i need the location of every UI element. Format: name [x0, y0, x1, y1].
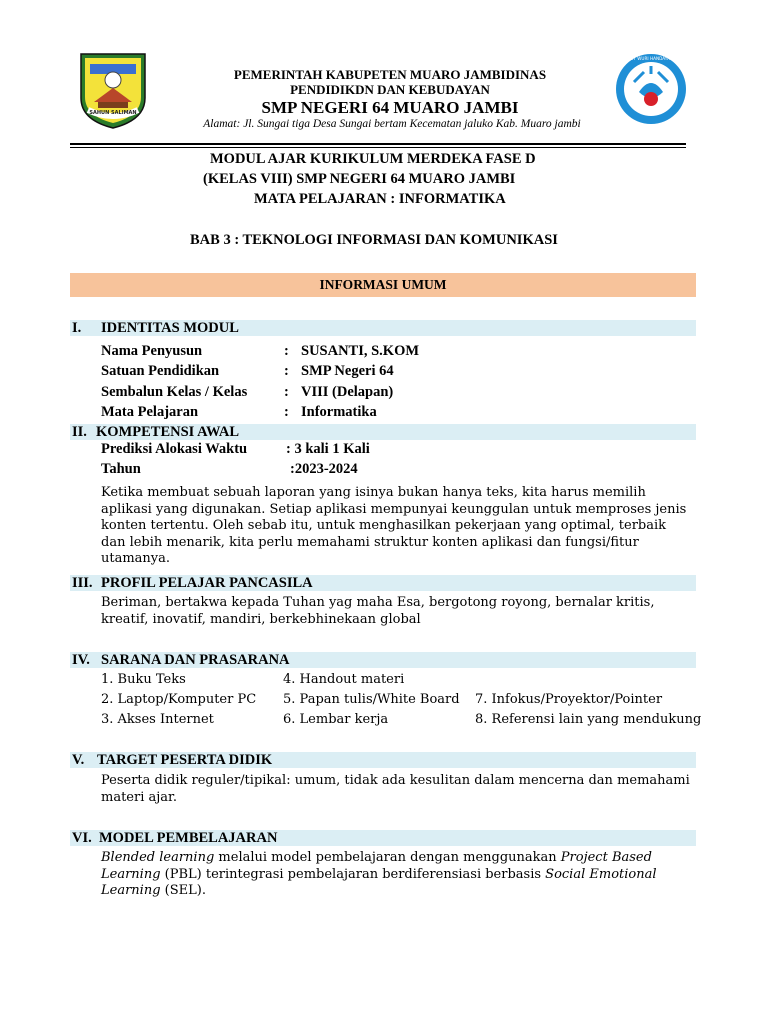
identitas-colon: :	[284, 384, 289, 400]
section-6-title: MODEL PEMBELAJARAN	[99, 830, 278, 846]
sarana-item: 2. Laptop/Komputer PC	[101, 692, 257, 707]
school-address: Alamat: Jl. Sungai tiga Desa Sungai bertam Kecematan jaluko Kab. Muaro jambi	[203, 118, 581, 130]
section-6-number: VI.	[72, 830, 92, 846]
model-term-blended: Blended learning	[101, 850, 215, 865]
sarana-item: 5. Papan tulis/White Board	[283, 692, 460, 707]
logo-motto: SAHUN SALIMAN	[89, 110, 137, 116]
model-paragraph	[101, 850, 693, 900]
section-3-number: III.	[72, 575, 93, 591]
model-text: (SEL).	[160, 883, 206, 898]
identitas-colon: :	[284, 404, 289, 420]
section-5-title: TARGET PESERTA DIDIK	[97, 752, 273, 768]
info-umum-title: INFORMASI UMUM	[319, 277, 447, 292]
sarana-item: 7. Infokus/Proyektor/Pointer	[475, 692, 663, 707]
identitas-label: Mata Pelajaran	[101, 404, 199, 420]
section-3-title: PROFIL PELAJAR PANCASILA	[101, 575, 313, 591]
identitas-label: Satuan Pendidikan	[101, 363, 220, 379]
info-umum-bar	[70, 273, 696, 297]
section-4-number: IV.	[72, 652, 90, 668]
model-term-sel: Social Emotional Learning	[101, 866, 657, 898]
alokasi-label: Prediksi Alokasi Waktu	[101, 441, 248, 457]
sarana-item: 6. Lembar kerja	[283, 712, 389, 727]
model-text: melalui model pembelajaran dengan menggunakan	[214, 850, 561, 865]
profil-paragraph: Beriman, bertakwa kepada Tuhan yag maha Esa, bergotong royong, bernalar kritis, kreatif, inovatif, mandiri, berkebhinekaan global	[101, 595, 655, 627]
sarana-item: 4. Handout materi	[283, 672, 405, 687]
section-1-title: IDENTITAS MODUL	[101, 320, 239, 336]
regency-logo	[78, 50, 148, 130]
identitas-value: VIII (Delapan)	[301, 384, 394, 400]
dept-name: PENDIDIKDN DAN KEBUDAYAN	[290, 82, 490, 97]
doc-title-line3: MATA PELAJARAN : INFORMATIKA	[254, 191, 506, 207]
model-text: (PBL) terintegrasi pembelajaran berdiferensiasi berbasis	[160, 866, 546, 882]
identitas-colon: :	[284, 343, 289, 359]
chapter-title: BAB 3 : TEKNOLOGI INFORMASI DAN KOMUNIKASI	[190, 232, 558, 248]
letterhead-divider	[70, 143, 686, 148]
model-term-pbl: Project Based Learning	[101, 850, 652, 882]
identitas-value: SUSANTI, S.KOM	[301, 343, 420, 359]
sarana-item: 1. Buku Teks	[101, 672, 186, 687]
gov-name: PEMERINTAH KABUPETEN MUARO JAMBIDINAS	[233, 67, 547, 82]
tut-wuri-handayani-logo	[614, 52, 688, 126]
target-paragraph: Peserta didik reguler/tipikal: umum, tidak ada kesulitan dalam mencerna dan memahami materi ajar.	[101, 773, 690, 805]
identitas-value: Informatika	[301, 404, 377, 420]
doc-title-line2: (KELAS VIII) SMP NEGERI 64 MUARO JAMBI	[203, 171, 516, 187]
identitas-label: Sembalun Kelas / Kelas	[101, 384, 248, 400]
sarana-item: 8. Referensi lain yang mendukung	[475, 712, 702, 727]
tahun-label: Tahun	[101, 461, 141, 477]
identitas-colon: :	[284, 363, 289, 379]
section-2-title: KOMPETENSI AWAL	[96, 424, 240, 440]
school-name: SMP NEGERI 64 MUARO JAMBI	[261, 98, 519, 117]
identitas-label: Nama Penyusun	[101, 343, 203, 359]
sarana-item: 3. Akses Internet	[101, 712, 214, 727]
section-5-number: V.	[72, 752, 85, 768]
section-2-number: II.	[72, 424, 87, 440]
doc-title-line1: MODUL AJAR KURIKULUM MERDEKA FASE D	[210, 151, 536, 167]
identitas-value: SMP Negeri 64	[301, 363, 394, 379]
logo-motto-right: TUT WURI HANDAYANI	[627, 56, 675, 61]
section-1-number: I.	[72, 320, 82, 336]
section-4-title: SARANA DAN PRASARANA	[101, 652, 290, 668]
alokasi-value: : 3 kali 1 Kali	[286, 441, 370, 457]
tahun-value: :2023-2024	[290, 461, 358, 477]
kompetensi-paragraph: Ketika membuat sebuah laporan yang isinya bukan hanya teks, kita harus memilih aplikasi yang digunakan. Setiap aplikasi mempunyai keunggulan untuk memproses jenis konten tertentu. Oleh sebab itu, untuk menghasilkan pekerjaan yang optimal, terbaik dan lebih menarik, kita perlu memahami struktur konten aplikasi dan fungsi/fitur utamanya.	[101, 485, 687, 566]
